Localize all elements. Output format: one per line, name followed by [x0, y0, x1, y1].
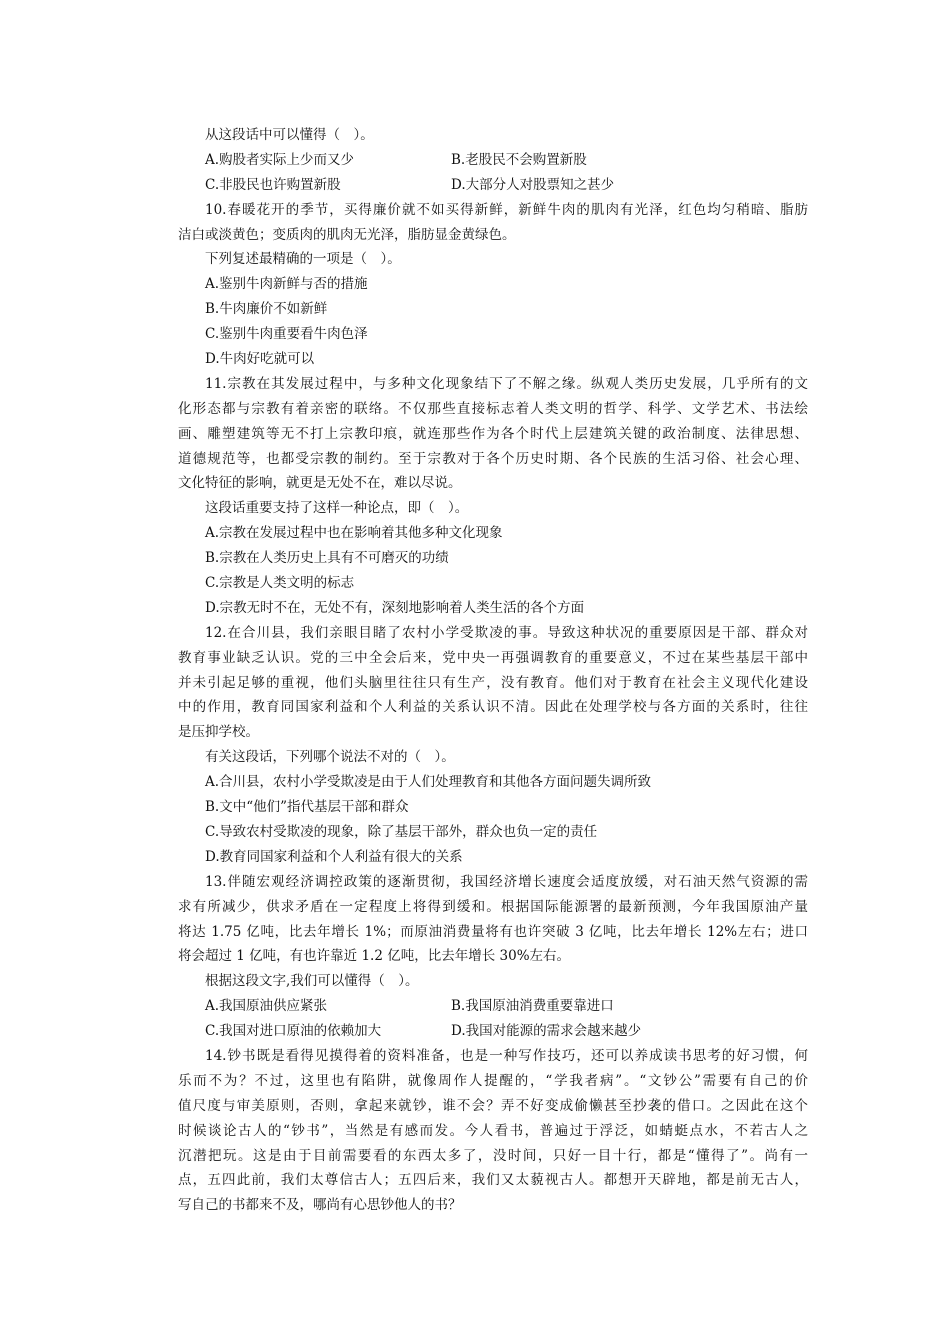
text-line: 这段话重要支持了这样一种论点，即（ ）。	[205, 500, 469, 517]
answer-options-row	[178, 173, 808, 198]
answer-options-row	[178, 994, 808, 1019]
text-line: 点，五四此前，我们太尊信古人；五四后来，我们又太藐视古人。都想开天辟地，都是前无古人，	[178, 1172, 808, 1189]
text-line: 有关这段话，下列哪个说法不对的（ ）。	[205, 749, 455, 766]
text-line: 根据这段文字,我们可以懂得（ ）。	[205, 973, 419, 990]
text-line: 从这段话中可以懂得（ ）。	[205, 127, 374, 143]
text-line: 将会超过 1 亿吨，有也许靠近 1.2 亿吨，比去年增长 30%左右。	[178, 948, 571, 965]
answer-option: D.大部分人对股票知之甚少	[451, 176, 615, 193]
answer-option: B.老股民不会购置新股	[451, 151, 587, 168]
answer-option: A.购股者实际上少而又少	[205, 151, 355, 168]
text-line: 值尺度与审美原则，否则，拿起来就钞，谁不会？弄不好变成偷懒甚至抄袭的借口。之因此在这个	[178, 1097, 808, 1114]
text-line: 12.在合川县，我们亲眼目睹了农村小学受欺凌的事。导致这种状况的重要原因是干部、群众对	[205, 624, 808, 641]
text-line: 是压抑学校。	[178, 724, 259, 741]
text-line: D.牛肉好吃就可以	[205, 351, 315, 368]
answer-option: B.我国原油消费重要靠进口	[451, 998, 614, 1015]
text-line: 求有所减少，供求矛盾在一定程度上将得到缓和。根据国际能源署的最新预测，今年我国原油产量	[178, 898, 808, 915]
text-line: 时候谈论古人的“钞书”，当然是有感而发。今人看书，普遍过于浮泛，如蜻蜓点水，不若古人之	[178, 1122, 808, 1139]
text-line: 10.春暖花开的季节，买得廉价就不如买得新鲜，新鲜牛肉的肌肉有光泽，红色均匀稍暗、脂肪	[205, 201, 808, 218]
text-line: B.牛肉廉价不如新鲜	[205, 301, 328, 318]
text-line: 14.钞书既是看得见摸得着的资料准备，也是一种写作技巧，还可以养成读书思考的好习惯，何	[205, 1047, 808, 1064]
answer-option: A.我国原油供应紧张	[205, 998, 328, 1015]
answer-option: D.我国对能源的需求会越来越少	[451, 1023, 642, 1040]
answer-option: C.我国对进口原油的依赖加大	[205, 1023, 382, 1040]
text-line: 13.伴随宏观经济调控政策的逐渐贯彻，我国经济增长速度会适度放缓，对石油天然气资源的需	[205, 873, 808, 890]
text-line: B.文中“他们”指代基层干部和群众	[205, 799, 409, 816]
text-line: 将达 1.75 亿吨，比去年增长 1%；而原油消费量将有也许突破 3 亿吨，比去年增长 12%左右；进口	[178, 923, 808, 940]
text-line: 画、雕塑建筑等无不打上宗教印痕，就连那些作为各个时代上层建筑关键的政治制度、法律思想、	[178, 425, 808, 442]
text-line: A.合川县，农村小学受欺凌是由于人们处理教育和其他各方面问题失调所致	[205, 774, 652, 791]
text-line: 写自己的书都来不及，哪尚有心思钞他人的书？	[178, 1197, 462, 1214]
text-line: 沉潜把玩。这是由于目前需要看的东西太多了，没时间，只好一目十行，都是“懂得了”。尚有一	[178, 1147, 808, 1164]
text-line: C.宗教是人类文明的标志	[205, 575, 355, 592]
question-text-body	[178, 123, 808, 1218]
text-line: C.导致农村受欺凌的现象，除了基层干部外，群众也负一定的责任	[205, 823, 598, 840]
text-line: 下列复述最精确的一项是（ ）。	[205, 251, 401, 268]
text-line: 中的作用，教育同国家利益和个人利益的关系认识不清。因此在处理学校与各方面的关系时，往往	[178, 699, 808, 716]
answer-options-row	[178, 148, 808, 173]
text-line: A.宗教在发展过程中也在影响着其他多种文化现象	[205, 525, 503, 542]
text-line: 教育事业缺乏认识。党的三中全会后来，党中央一再强调教育的重要意义，不过在某些基层干部中	[178, 649, 808, 666]
text-line: B.宗教在人类历史上具有不可磨灭的功绩	[205, 550, 449, 567]
text-line: 洁白或淡黄色；变质肉的肌肉无光泽，脂肪显金黄绿色。	[178, 226, 516, 243]
text-line: 乐而不为？不过，这里也有陷阱，就像周作人提醒的，“学我者病”。“文钞公”需要有自己的价	[178, 1072, 808, 1089]
answer-options-row	[178, 1019, 808, 1044]
text-line: 11.宗教在其发展过程中，与多种文化现象结下了不解之缘。纵观人类历史发展，几乎所有的文	[205, 375, 808, 392]
text-line: 并未引起足够的重视，他们头脑里往往只有生产，没有教育。他们对于教育在社会主义现代化建设	[178, 674, 808, 691]
text-line: D.教育同国家利益和个人利益有很大的关系	[205, 848, 463, 865]
text-line: 化形态都与宗教有着亲密的联络。不仅那些直接标志着人类文明的哲学、科学、文学艺术、书法绘	[178, 400, 808, 417]
answer-option: C.非股民也许购置新股	[205, 176, 341, 193]
text-line: 道德规范等，也都受宗教的制约。至于宗教对于各个历史时期、各个民族的生活习俗、社会心理、	[178, 450, 808, 467]
text-line: 文化特征的影响，就更是无处不在，难以尽说。	[178, 475, 462, 492]
text-line: C.鉴别牛肉重要看牛肉色泽	[205, 326, 368, 343]
text-line: D.宗教无时不在，无处不有，深刻地影响着人类生活的各个方面	[205, 599, 585, 616]
text-line: A.鉴别牛肉新鲜与否的措施	[205, 276, 368, 293]
